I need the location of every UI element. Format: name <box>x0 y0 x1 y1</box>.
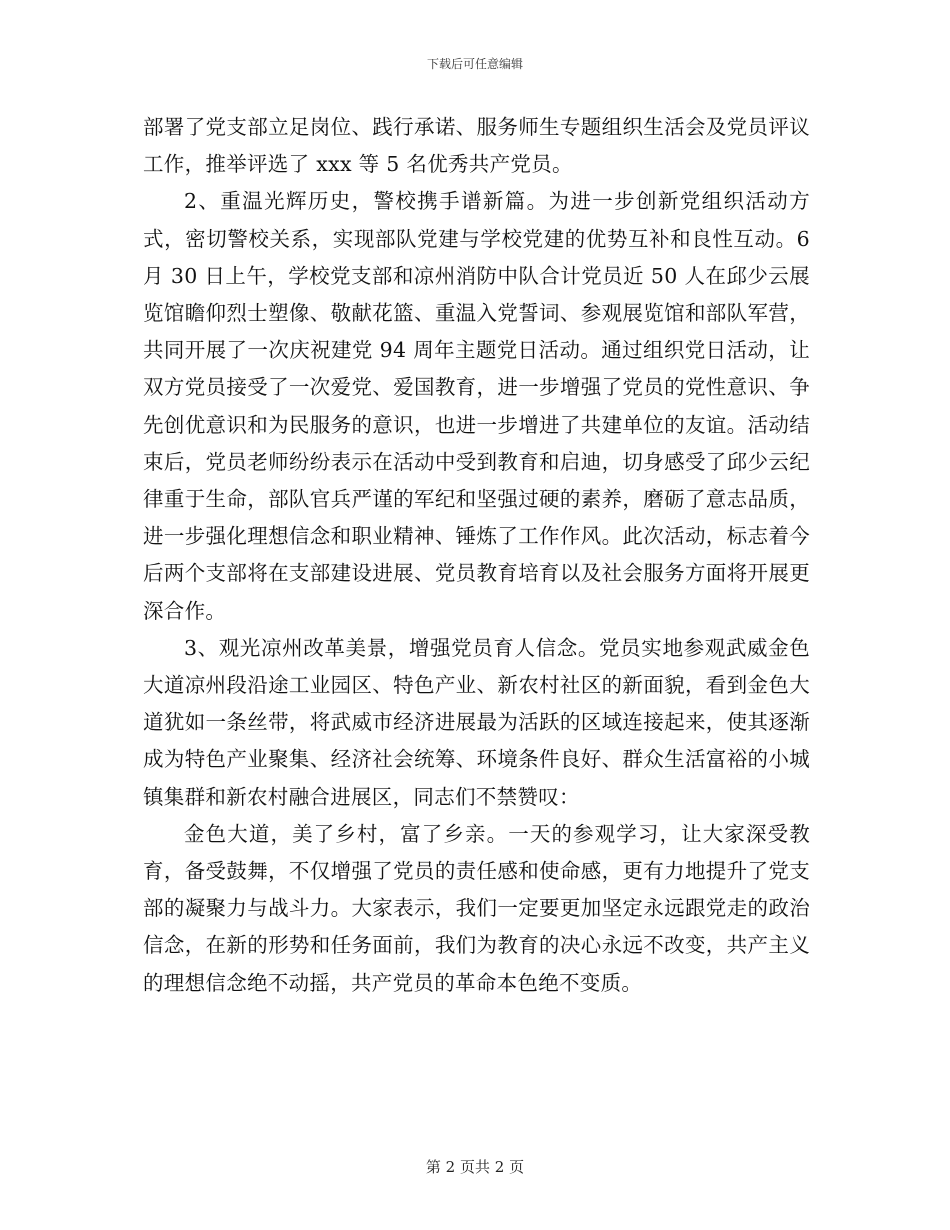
paragraph-continuation: 部署了党支部立足岗位、践行承诺、服务师生专题组织生活会及党员评议工作，推举评选了 xxx 等 5 名优秀共产党员。 <box>143 115 810 177</box>
page-number: 第 2 页共 2 页 <box>425 1158 525 1176</box>
paragraph-closing: 金色大道，美了乡村，富了乡亲。一天的参观学习，让大家深受教育，备受鼓舞，不仅增强了党员的责任感和使命感，更有力地提升了党支部的凝聚力与战斗力。大家表示，我们一定要更加坚定永远跟党走的政治信念，在新的形势和任务面前，我们为教育的决心永远不改变，共产主义的理想信念绝不动摇，共产党员的革命本色绝不变质。 <box>143 821 810 995</box>
paragraph-item-3: 3、观光凉州改革美景，增强党员育人信念。党员实地参观武威金色大道凉州段沿途工业园区、特色产业、新农村社区的新面貌，看到金色大道犹如一条丝带，将武威市经济进展最为活跃的区域连接起来，使其逐渐成为特色产业聚集、经济社会统筹、环境条件良好、群众生活富裕的小城镇集群和新农村融合进展区，同志们不禁赞叹： <box>143 635 810 809</box>
paragraph-item-2: 2、重温光辉历史，警校携手谱新篇。为进一步创新党组织活动方式，密切警校关系，实现部队党建与学校党建的优势互补和良性互动。6 月 30 日上午，学校党支部和凉州消防中队合计党员近 50 人在邱少云展览馆瞻仰烈士塑像、敬献花篮、重温入党誓词、参观展览馆和部队军营，共同开展了一次庆祝建党 94 周年主题党日活动。通过组织党日活动，让双方党员接受了一次爱党、爱国教育，进一步增强了党员的党性意识、争先创优意识和为民服务的意识，也进一步增进了共建单位的友谊。活动结束后，党员老师纷纷表示在活动中受到教育和启迪，切身感受了邱少云纪律重于生命，部队官兵严谨的军纪和坚强过硬的素养，磨砺了意志品质，进一步强化理想信念和职业精神、锤炼了工作作风。此次活动，标志着今后两个支部将在支部建设进展、党员教育培育以及社会服务方面将开展更深合作。 <box>143 189 810 623</box>
document-body <box>143 109 810 1002</box>
page-header-note: 下载后可任意编辑 <box>426 57 523 71</box>
